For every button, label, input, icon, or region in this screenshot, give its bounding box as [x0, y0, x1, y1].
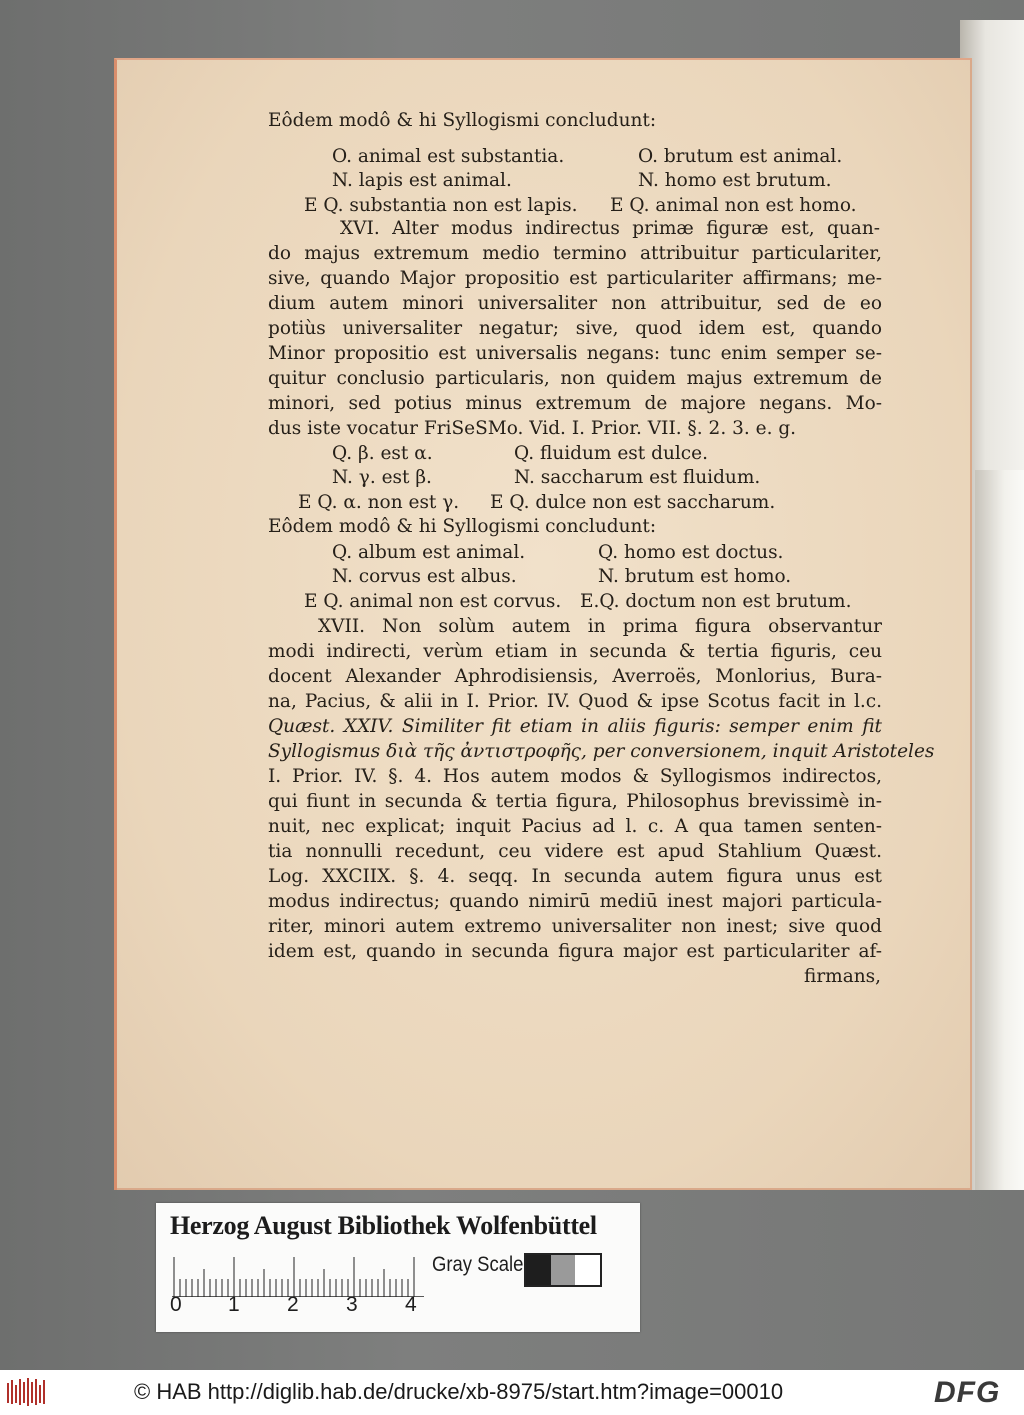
- gray-patch-dark: [526, 1255, 551, 1285]
- text-line: Minor propositio est universalis negans: tunc enim semper se-: [268, 343, 882, 364]
- text-line: Quæst. XXIV. Similiter fit etiam in aliis figuris: semper enim fit: [268, 716, 882, 737]
- syllogism-1-major-left: O. animal est substantia.: [332, 146, 565, 167]
- text-line: Log. XXCIIX. §. 4. seqq. In secunda autem figura unus est: [268, 866, 882, 887]
- syllogism-3-conclusion-left: E Q. animal non est corvus.: [304, 591, 562, 612]
- gray-patch-light: [575, 1255, 600, 1285]
- text-line: nuit, nec explicat; inquit Pacius ad l. c. A qua tamen senten-: [268, 816, 882, 837]
- gray-scale-label: Gray Scale: [432, 1253, 524, 1276]
- text-line: riter, minori autem extremo universaliter non inest; sive quod: [268, 916, 882, 937]
- syllogism-2-minor-left: N. γ. est β.: [332, 467, 432, 488]
- text-line: dium autem minori universaliter non attribuitur, sed de eo: [268, 293, 882, 314]
- text-line: idem est, quando in secunda figura major est particulariter af-: [268, 941, 882, 962]
- syllogism-2-conclusion-left: E Q. α. non est γ.: [298, 492, 460, 513]
- syllogism-1-conclusion-right: E Q. animal non est homo.: [610, 195, 857, 216]
- text-line: na, Pacius, & alii in I. Prior. IV. Quod & ipse Scotus facit in l.c.: [268, 691, 882, 712]
- dfg-logo: DFG: [934, 1376, 1001, 1409]
- text-line: qui fiunt in secunda & tertia figura, Philosophus brevissimè in-: [268, 791, 882, 812]
- library-color-card: [156, 1203, 640, 1332]
- syllogism-2-conclusion-right: E Q. dulce non est saccharum.: [490, 492, 776, 513]
- gray-scale-patches: [524, 1253, 602, 1287]
- viewer-footer: [0, 1370, 1024, 1415]
- syllogism-1-conclusion-left: E Q. substantia non est lapis.: [304, 195, 578, 216]
- ruler-label: 1: [228, 1293, 240, 1316]
- text-line: I. Prior. IV. §. 4. Hos autem modos & Syllogismos indirectos,: [268, 766, 882, 787]
- syllogism-1-major-right: O. brutum est animal.: [638, 146, 843, 167]
- text-line: quitur conclusio particularis, non quidem majus extremum de: [268, 368, 882, 389]
- syllogism-2-major-left: Q. β. est α.: [332, 443, 433, 464]
- text-line: sive, quando Major propositio est particulariter affirmans; me-: [268, 268, 882, 289]
- scale-ruler: [172, 1253, 424, 1297]
- text-line: modus indirectus; quando nimirū mediū inest majori particula-: [268, 891, 882, 912]
- ruler-labels: [156, 1293, 456, 1323]
- catchword: firmans,: [804, 966, 882, 987]
- text-line: modi indirecti, verùm etiam in secunda & tertia figuris, ceu: [268, 641, 882, 662]
- text-line: XVII. Non solùm autem in prima figura observantur: [318, 616, 882, 637]
- syllogism-1-minor-left: N. lapis est animal.: [332, 170, 512, 191]
- syllogism-3-minor-right: N. brutum est homo.: [598, 566, 792, 587]
- text-line: XVI. Alter modus indirectus primæ figuræ est, quan-: [340, 218, 880, 239]
- hab-logo-icon: [6, 1377, 48, 1407]
- ruler-label: 4: [405, 1293, 417, 1316]
- text-line: do majus extremum medio termino attribuitur particulariter,: [268, 243, 882, 264]
- ruler-label: 3: [346, 1293, 358, 1316]
- text-line: tia nonnulli recedunt, ceu videre est apud Stahlium Quæst.: [268, 841, 882, 862]
- text-line: Syllogismus διὰ τῆς ἀντιστροφῆς, per conversionem, inquit Aristoteles: [268, 741, 935, 762]
- text-line: dus iste vocatur FriSeSMo. Vid. I. Prior. VII. §. 2. 3. e. g.: [268, 418, 797, 439]
- syllogism-1-minor-right: N. homo est brutum.: [638, 170, 832, 191]
- syllogism-3-major-left: Q. album est animal.: [332, 542, 526, 563]
- syllogism-3-major-right: Q. homo est doctus.: [598, 542, 784, 563]
- ruler-label: 0: [170, 1293, 182, 1316]
- library-name: Herzog August Bibliothek Wolfenbüttel: [170, 1211, 597, 1240]
- text-line: docent Alexander Aphrodisiensis, Averroës, Monlorius, Bura-: [268, 666, 882, 687]
- adjacent-page-edge-lower: [975, 470, 1024, 1190]
- syllogism-2-major-right: Q. fluidum est dulce.: [514, 443, 708, 464]
- copyright-url: © HAB http://diglib.hab.de/drucke/xb-8975/start.htm?image=00010: [134, 1379, 784, 1404]
- text-line: Eôdem modô & hi Syllogismi concludunt:: [268, 516, 657, 537]
- syllogism-3-conclusion-right: E.Q. doctum non est brutum.: [580, 591, 852, 612]
- syllogism-3-minor-left: N. corvus est albus.: [332, 566, 517, 587]
- text-line: Eôdem modô & hi Syllogismi concludunt:: [268, 110, 657, 131]
- text-line: potiùs universaliter negatur; sive, quod idem est, quando: [268, 318, 882, 339]
- syllogism-2-minor-right: N. saccharum est fluidum.: [514, 467, 761, 488]
- gray-patch-mid: [551, 1255, 576, 1285]
- text-line: minori, sed potius minus extremum de majore negans. Mo-: [268, 393, 882, 414]
- ruler-label: 2: [287, 1293, 299, 1316]
